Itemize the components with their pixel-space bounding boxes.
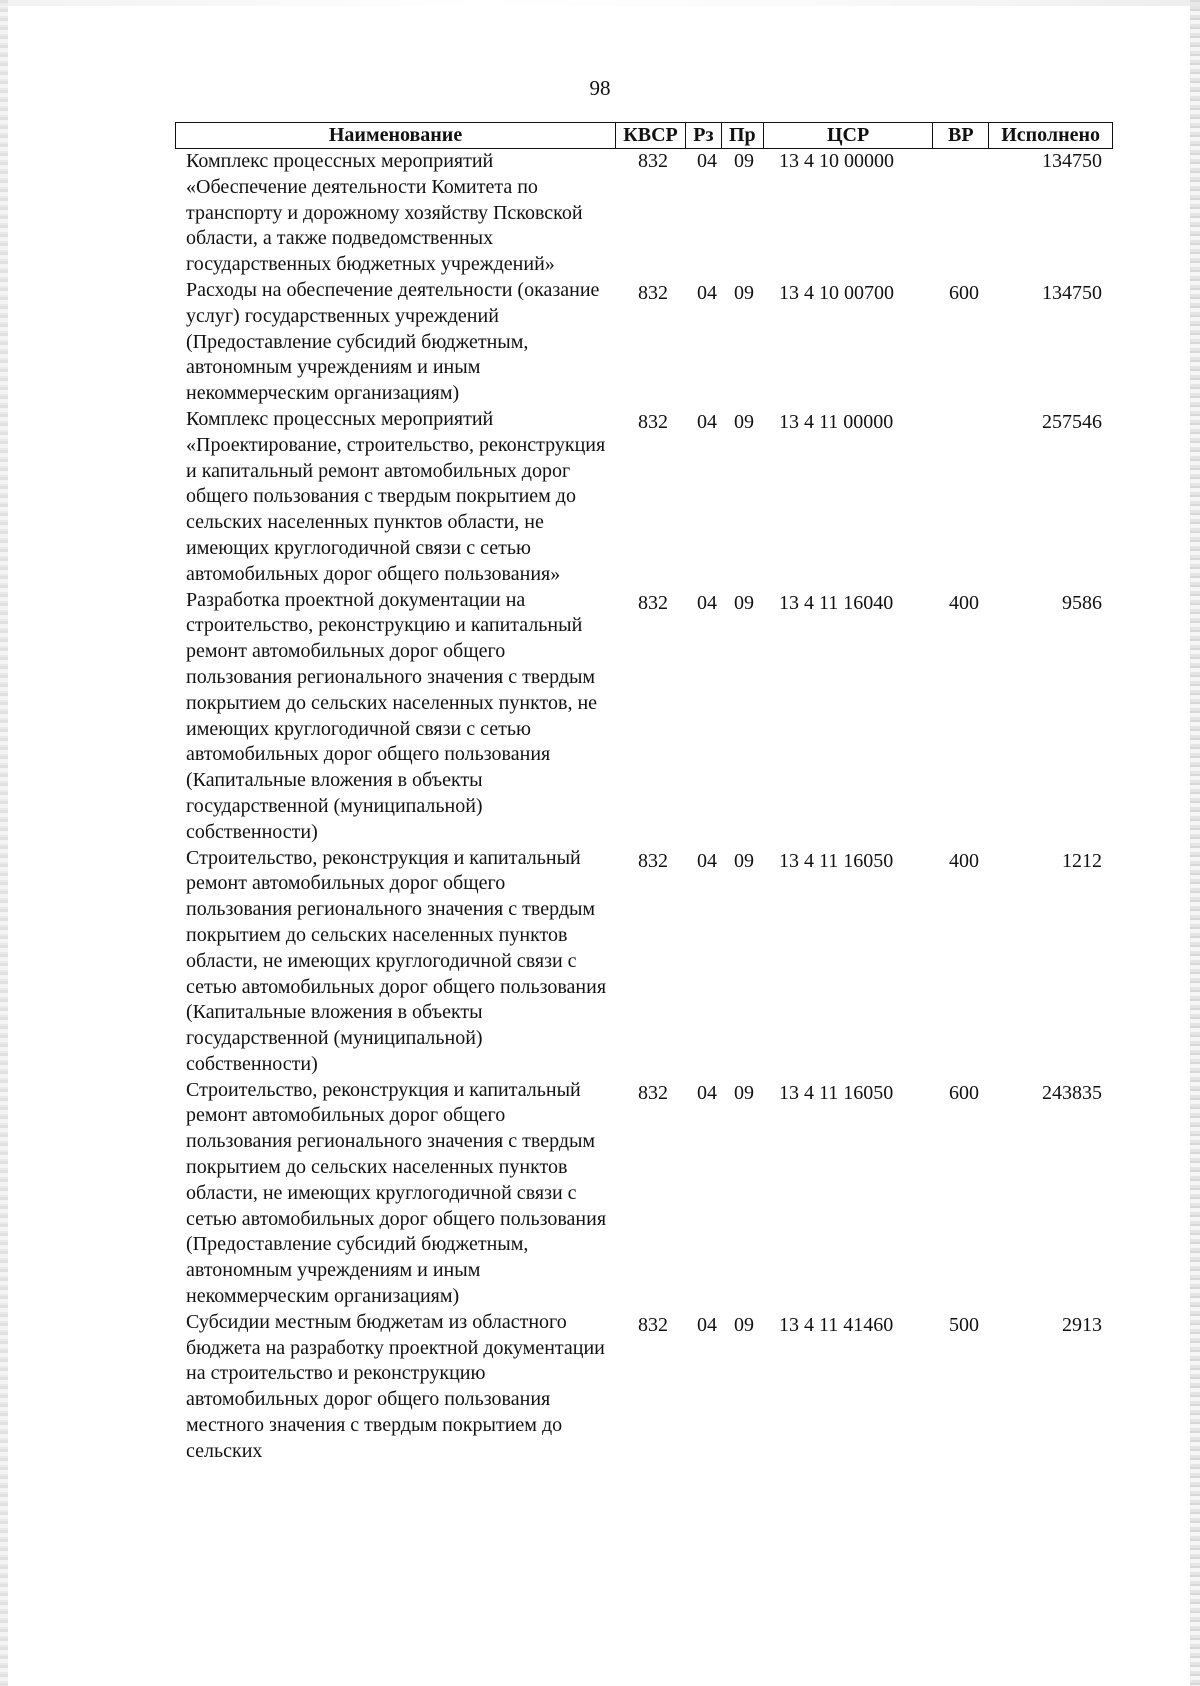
header-name: Наименование xyxy=(176,123,616,148)
row-pr: 09 xyxy=(734,849,754,872)
row-rz: 04 xyxy=(697,410,717,433)
header-csr: ЦСР xyxy=(764,123,934,148)
header-rz: Рз xyxy=(686,123,722,148)
row-kvsr: 832 xyxy=(638,1081,668,1104)
row-isp: 1212 xyxy=(1062,849,1102,872)
row-name: Комплекс процессных мероприятий «Обеспечение деятельности Комитета по транспорту и дорожному хозяйству Псковской области, а также подведомственных государственных бюджетных учреждений» xyxy=(186,150,583,276)
table-row xyxy=(175,1078,1113,1310)
row-pr: 09 xyxy=(734,591,754,614)
row-rz: 04 xyxy=(697,849,717,872)
header-kvsr: КВСР xyxy=(616,123,686,148)
row-pr: 09 xyxy=(734,150,754,172)
row-rz: 04 xyxy=(697,150,717,172)
row-vr: 600 xyxy=(949,1081,979,1104)
row-rz: 04 xyxy=(697,1081,717,1104)
row-kvsr: 832 xyxy=(638,1313,668,1336)
row-kvsr: 832 xyxy=(638,410,668,433)
row-pr: 09 xyxy=(734,1313,754,1336)
scan-edge-right xyxy=(1190,0,1200,1686)
row-vr: 400 xyxy=(949,849,979,872)
row-csr: 13 4 11 16050 xyxy=(779,1081,894,1104)
row-vr: 600 xyxy=(949,281,979,304)
scan-edge-left xyxy=(0,0,8,1686)
row-vr xyxy=(934,407,990,588)
row-name: Разработка проектной документации на строительство, реконструкцию и капитальный ремонт автомобильных дорог общего пользования регионального значения с твердым покрытием до сельских населенных пунктов, не имеющих круглогодичной связи с сетью автомобильных дорог общего пользования (Капитальные вложения в объекты государственной (муниципальной) собственности) xyxy=(186,588,598,843)
row-pr: 09 xyxy=(734,1081,754,1104)
row-csr: 13 4 10 00000 xyxy=(779,150,894,172)
row-kvsr: 832 xyxy=(638,591,668,614)
header-vr: ВР xyxy=(933,123,989,148)
row-csr: 13 4 11 00000 xyxy=(779,410,894,433)
row-vr: 500 xyxy=(949,1313,979,1336)
page-number: 98 xyxy=(589,76,611,100)
table-row xyxy=(175,149,1113,278)
row-kvsr: 832 xyxy=(638,150,668,172)
row-pr: 09 xyxy=(734,281,754,304)
row-csr: 13 4 11 41460 xyxy=(779,1313,894,1336)
row-kvsr: 832 xyxy=(638,281,668,304)
row-isp: 257546 xyxy=(1042,410,1102,433)
table-row xyxy=(175,407,1113,588)
table-row xyxy=(175,1310,1113,1465)
row-csr: 13 4 11 16040 xyxy=(779,591,894,614)
row-isp: 9586 xyxy=(1062,591,1102,614)
row-vr xyxy=(934,149,990,278)
row-name: Комплекс процессных мероприятий «Проектирование, строительство, реконструкция и капитальный ремонт автомобильных дорог общего пользования с твердым покрытием до сельских населенных пунктов области, не имеющих круглогодичной связи с сетью автомобильных дорог общего пользования» xyxy=(186,407,606,585)
table-row xyxy=(175,278,1113,407)
row-rz: 04 xyxy=(697,281,717,304)
row-name: Строительство, реконструкция и капитальный ремонт автомобильных дорог общего пользования регионального значения с твердым покрытием до сельских населенных пунктов области, не имеющих круглогодичной связи с сетью автомобильных дорог общего пользования (Предоставление субсидий бюджетным, автономным учреждениям и иным некоммерческим организациям) xyxy=(186,1078,607,1308)
row-isp: 243835 xyxy=(1042,1081,1102,1104)
header-isp: Исполнено xyxy=(1001,124,1101,146)
table-header xyxy=(175,122,1113,149)
budget-table xyxy=(175,122,1113,1465)
row-name: Субсидии местным бюджетам из областного бюджета на разработку проектной документации на строительство и реконструкцию автомобильных дорог общего пользования местного значения с твердым покрытием до сельских xyxy=(186,1310,605,1462)
scan-edge-top xyxy=(0,0,1200,6)
table-row xyxy=(175,588,1113,846)
row-csr: 13 4 10 00700 xyxy=(779,281,894,304)
row-isp: 2913 xyxy=(1062,1313,1102,1336)
row-isp: 134750 xyxy=(1042,281,1102,304)
row-pr: 09 xyxy=(734,410,754,433)
row-name: Строительство, реконструкция и капитальный ремонт автомобильных дорог общего пользования регионального значения с твердым покрытием до сельских населенных пунктов области, не имеющих круглогодичной связи с сетью автомобильных дорог общего пользования (Капитальные вложения в объекты государственной (муниципальной) собственности) xyxy=(186,846,607,1075)
row-vr: 400 xyxy=(949,591,979,614)
row-name: Расходы на обеспечение деятельности (оказание услуг) государственных учреждений (Предоставление субсидий бюджетным, автономным учреждениям и иным некоммерческим организациям) xyxy=(186,278,600,405)
header-pr: Пр xyxy=(722,123,764,148)
row-rz: 04 xyxy=(697,1313,717,1336)
row-csr: 13 4 11 16050 xyxy=(779,849,894,872)
table-row xyxy=(175,846,1113,1078)
row-kvsr: 832 xyxy=(638,849,668,872)
row-isp: 134750 xyxy=(1042,150,1102,172)
row-rz: 04 xyxy=(697,591,717,614)
